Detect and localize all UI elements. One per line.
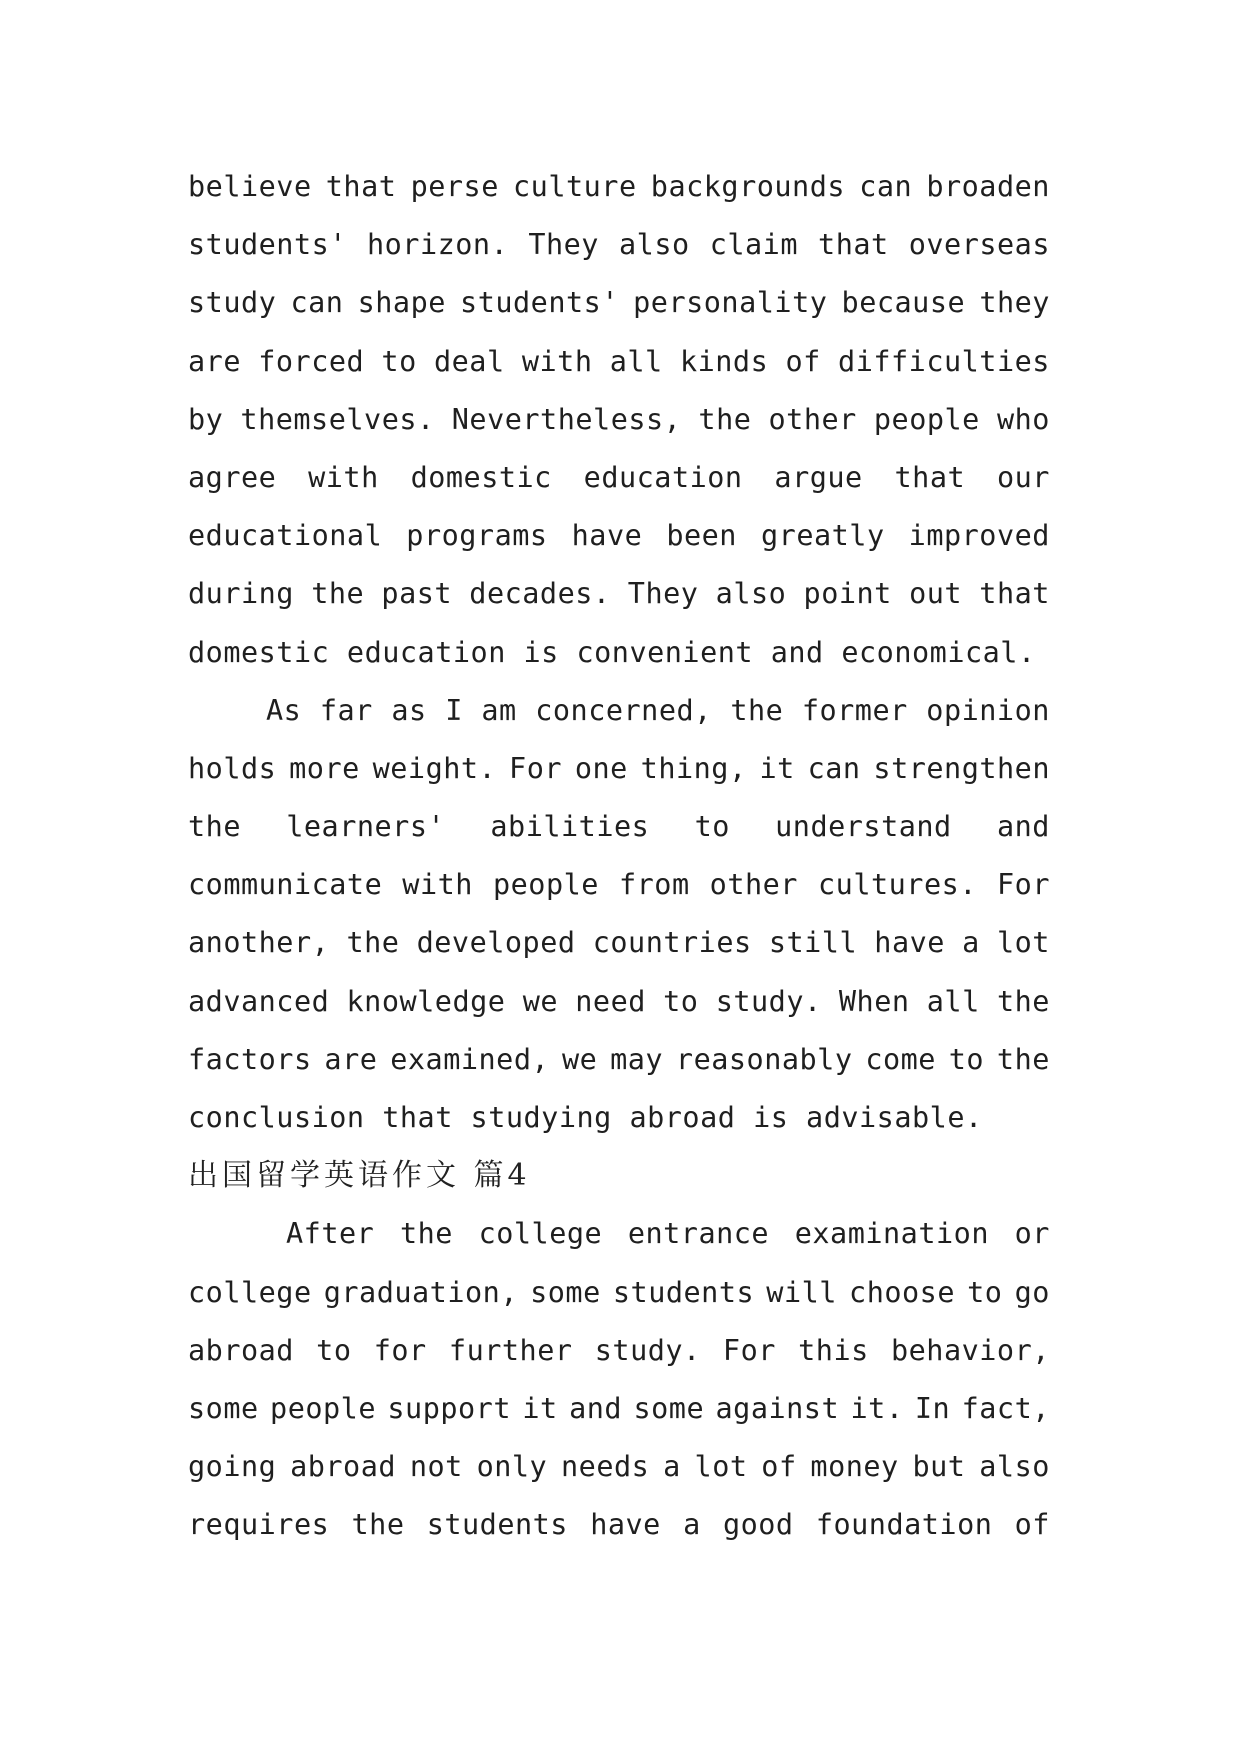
paragraph-line: students' horizon. They also claim that overseas — [188, 228, 1050, 262]
document-body — [188, 158, 1050, 1555]
paragraph-line: the learners' abilities to understand and — [188, 810, 1050, 844]
paragraph-line: by themselves. Nevertheless, the other people who — [188, 402, 1050, 436]
paragraph-3 — [188, 1205, 1050, 1554]
paragraph-line: agree with domestic education argue that our — [188, 460, 1050, 494]
paragraph-1 — [188, 158, 1050, 682]
paragraph-line: After the college entrance examination or — [286, 1217, 1050, 1251]
paragraph-2 — [188, 682, 1050, 1148]
paragraph-line: factors are examined, we may reasonably come to the — [188, 1042, 1050, 1076]
paragraph-line: advanced knowledge we need to study. When all the — [188, 984, 1050, 1018]
paragraph-line: communicate with people from other cultures. For — [188, 868, 1050, 902]
paragraph-line: educational programs have been greatly improved — [188, 519, 1050, 553]
paragraph-line: As far as I am concerned, the former opinion — [266, 693, 1050, 727]
paragraph-line: domestic education is convenient and economical. — [188, 635, 1036, 669]
paragraph-line: going abroad not only needs a lot of money but also — [188, 1450, 1050, 1484]
paragraph-line: college graduation, some students will choose to go — [188, 1275, 1050, 1309]
paragraph-line: during the past decades. They also point out that — [188, 577, 1050, 611]
paragraph-line: study can shape students' personality because they — [188, 286, 1050, 320]
paragraph-line: believe that perse culture backgrounds can broaden — [188, 170, 1050, 203]
paragraph-line: requires the students have a good foundation of — [188, 1508, 1050, 1542]
section-heading: 出国留学英语作文 篇4 — [188, 1158, 531, 1194]
paragraph-line: another, the developed countries still have a lot — [188, 926, 1050, 960]
paragraph-line: abroad to for further study. For this behavior, — [188, 1333, 1050, 1367]
paragraph-line: some people support it and some against it. In fact, — [188, 1391, 1050, 1425]
paragraph-line: are forced to deal with all kinds of difficulties — [188, 344, 1050, 378]
paragraph-line: conclusion that studying abroad is advisable. — [188, 1101, 983, 1134]
paragraph-line: holds more weight. For one thing, it can strengthen — [188, 751, 1050, 785]
